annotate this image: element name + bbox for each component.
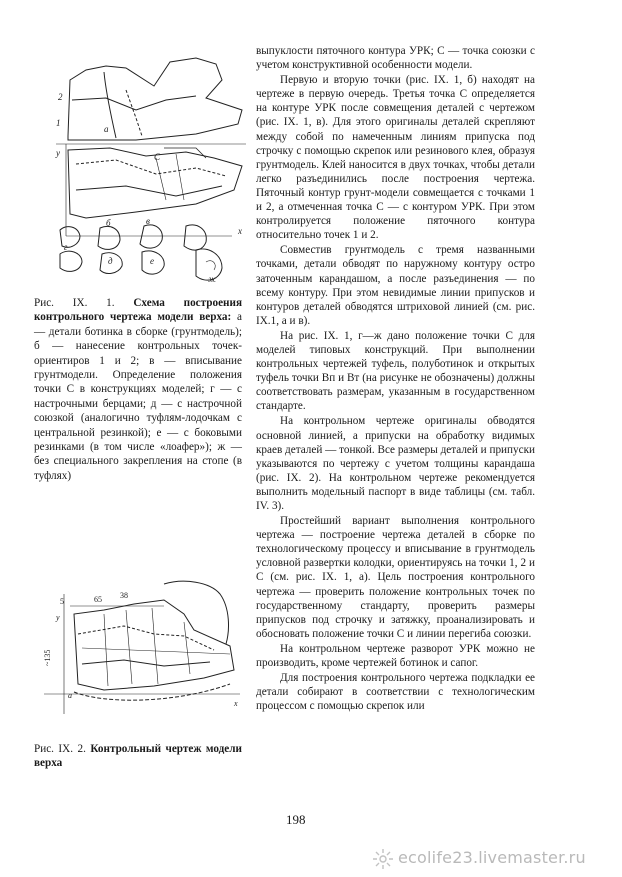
fig2-dim-65: 65 [94, 595, 102, 604]
fig1-label-zh: ж [208, 274, 217, 284]
fig1-label-g: г [64, 242, 68, 252]
fig1-label-c: C [154, 152, 161, 162]
fig2-dim-5: 5 [60, 597, 64, 606]
body-paragraph-5: На контрольном чертеже оригиналы обводятся основной линией, а припуски на обработку видимых краев деталей — тонкой. Все размеры деталей и припуски указываются по чертежу с учетом толщины карандаша (рис. IX. 2). На контрольном чертеже рекомендуется выполнить модельный паспорт в виде таблицы (см. табл. IV. 3). [256, 415, 535, 512]
body-paragraph-3: Совместив грунтмодель с тремя названными точками, детали обводят по наружному контуру остро заточенным карандашом, а после разъединения — по всему контуру. При этом невидимые линии припусков и контуров деталей обводятся штриховой линией (см. рис. IX.1, а и в). [256, 244, 535, 327]
fig2-label-x: x [234, 699, 238, 708]
figure-1-caption [34, 296, 242, 483]
figure-1-caption-prefix: Рис. IX. 1. [34, 297, 134, 309]
fig1-label-y: y [56, 148, 60, 158]
fig1-label-2: 2 [58, 92, 63, 102]
fig1-label-x: x [238, 226, 242, 236]
fig1-label-1: 1 [56, 118, 61, 128]
body-paragraph-1: выпуклости пяточного контура УРК; C — точка союзки с учетом конструктивной особенности модели. [256, 45, 535, 72]
watermark-flower-icon [372, 848, 394, 870]
fig1-label-a: а [104, 124, 109, 134]
body-paragraph-4: На рис. IX. 1, г—ж дано положение точки C для моделей типовых конструкций. При выполнении контрольных чертежей туфель, полуботинок и открытых туфель точки Bп и Bт (на рисунке не обозначены) должны соответствовать размерам, указанным в государственном стандарте. [256, 329, 535, 413]
page-number: 198 [286, 812, 306, 827]
body-paragraph-8: Для построения контрольного чертежа подкладки ее детали собирают в соответствии с технологическим процессом с помощью скрепок или [256, 672, 535, 713]
figure-2-drawing [34, 574, 246, 734]
fig1-label-b: б [106, 218, 111, 228]
fig1-label-e: е [150, 256, 154, 266]
body-paragraph-6: Простейший вариант выполнения контрольного чертежа — построение чертежа деталей в сборке по технологическому процессу и вписывание в грунтмодель условной развертки колодки, ориентируясь на точки 1, 2 и C (см. рис. IX. 1, а). Цель построения контрольного чертежа — проверить положение контрольных точек по государственному стандарту, проверить размеры припусков под строчку и затяжку, проанализировать и обосновать положение точки C и линии перегиба союзки. [256, 515, 535, 640]
figure-2-caption-prefix: Рис. IX. 2. [34, 743, 91, 755]
figure-1-caption-text: а — детали ботинка в сборке (грунтмодель); б — нанесение контрольных точек-ориентиров 1 и 2; в — вписывание грунтмодели. Определение положения точки С в конструкциях моделей; г — с настрочными берцами; д — с настрочной союзкой (аналогично туфлям-лодочкам с центральной резинкой); е — с боковыми резинками (в том числе «лоафер»); ж — без специального закрепления на стопе (в туфлях) [34, 311, 243, 482]
figure-1-drawing [46, 40, 246, 300]
body-paragraph-7: На контрольном чертеже разворот УРК можно не производить, кроме чертежей ботинок и сапог. [256, 642, 535, 670]
fig2-label-a: a [68, 691, 72, 700]
fig2-dim-38: 38 [120, 591, 128, 600]
fig2-label-y: y [56, 613, 60, 622]
fig2-dim-135: ~135 [43, 649, 52, 666]
figure-2-caption [34, 742, 242, 771]
fig1-label-d: д [108, 256, 113, 266]
body-paragraph-2: Первую и вторую точки (рис. IX. 1, б) находят на чертеже в первую очередь. Третья точка C определяется на контуре УРК после совмещения деталей с чертежом (рис. IX. 1, в). Для этого оригиналы деталей скрепляют между собой по намеченным линиям припуска под строчку с помощью скрепок или резинового клея, образуя грунтмодель. Клей наносится в двух точках, чтобы детали легко разъединились после построения чертежа. Пяточный контур грунт-модели совмещается с точками 1 и 2, а отмеченная точка C — с контуром УРК. При этом контролируется положение пяточного контура относительно точек 1 и 2. [256, 74, 535, 242]
watermark-text: ecolife23.livemaster.ru [398, 848, 586, 867]
body-column [256, 44, 535, 714]
figure-2-caption-title: Контрольный чертеж модели верха [34, 743, 242, 770]
fig1-label-v: в [146, 216, 150, 226]
figure-1-caption-title: Схема построения контрольного чертежа модели верха: [34, 297, 242, 324]
